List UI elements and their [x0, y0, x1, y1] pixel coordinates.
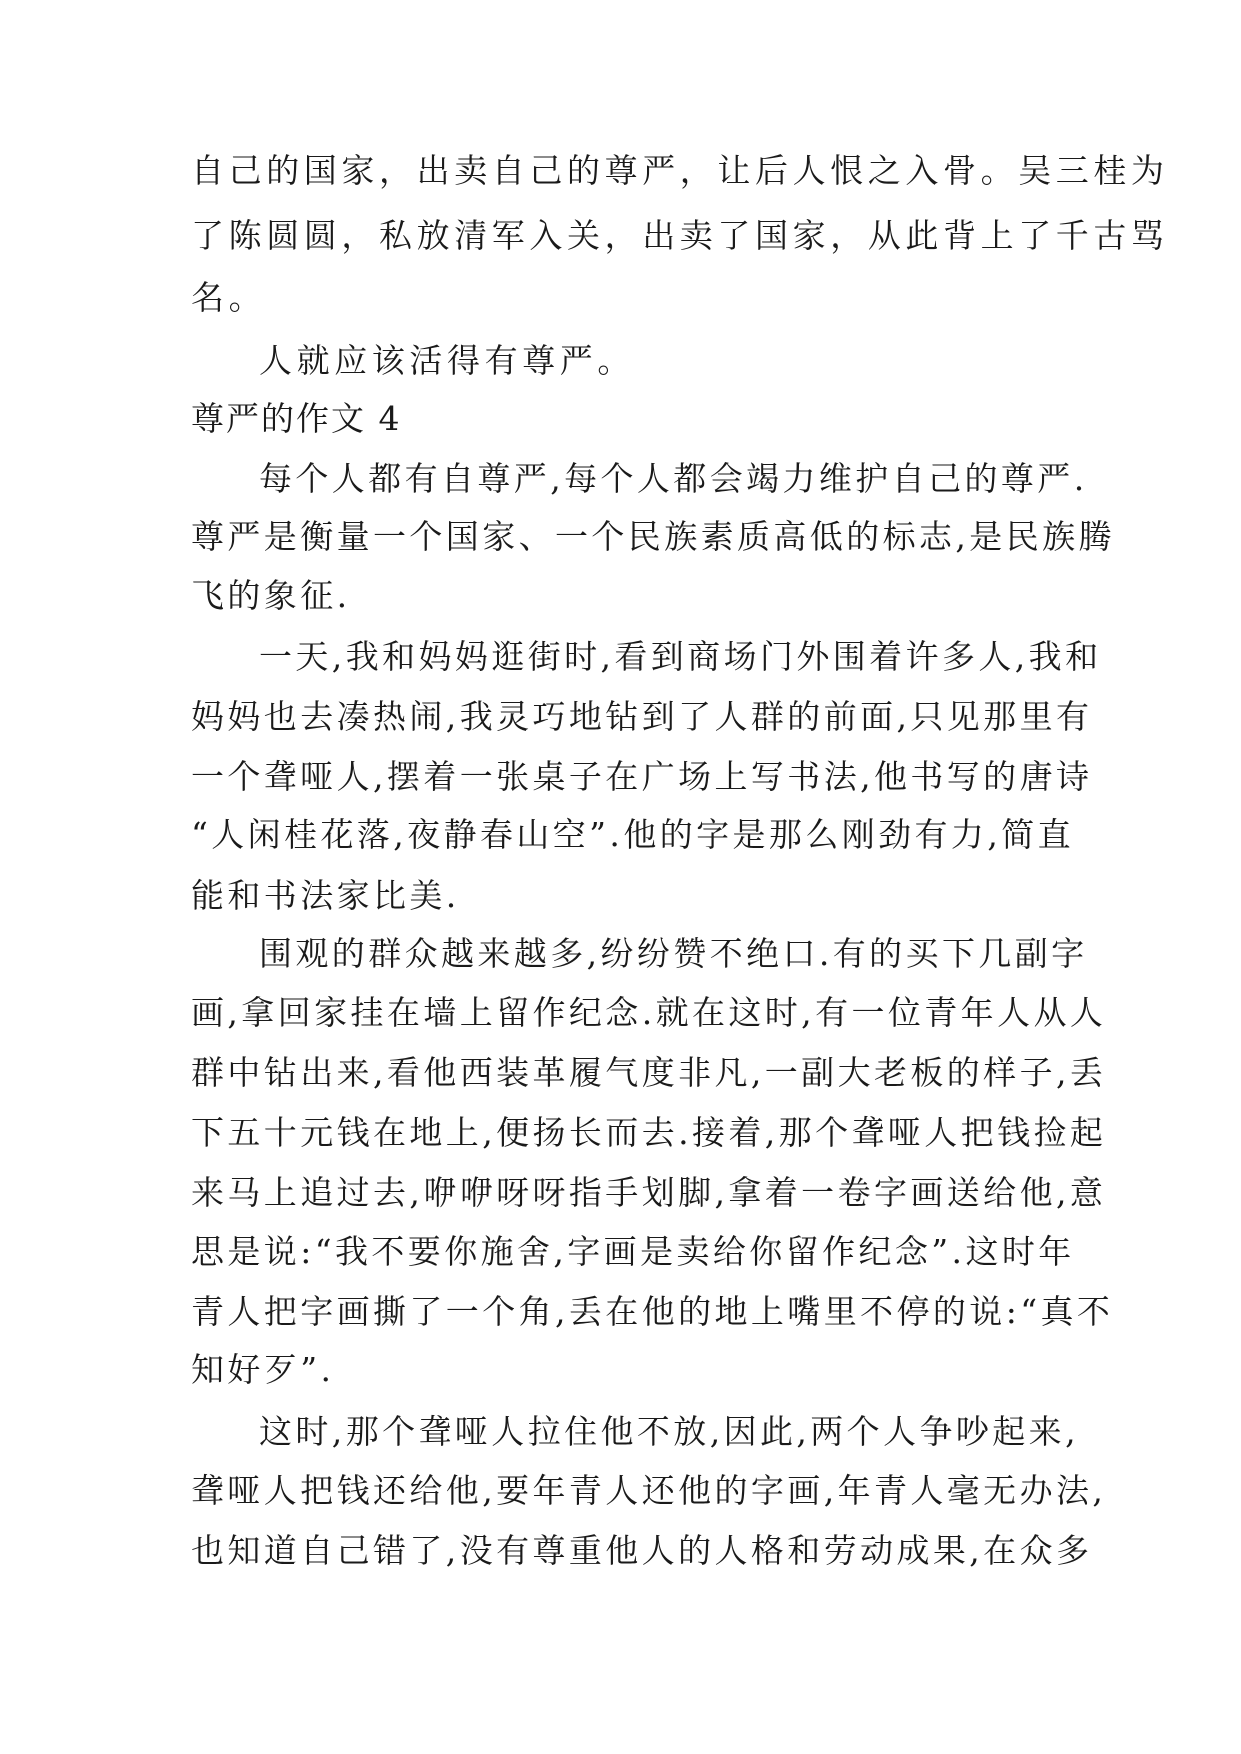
body-text-line: 群中钻出来,看他西装革履气度非凡,一副大老板的样子,丢 [191, 1053, 1107, 1092]
body-text-line: 能和书法家比美. [191, 876, 460, 915]
body-text-line: 妈妈也去凑热闹,我灵巧地钻到了人群的前面,只见那里有 [191, 697, 1093, 736]
body-text-line: 画,拿回家挂在墙上留作纪念.就在这时,有一位青年人从人 [191, 993, 1107, 1032]
body-text-line: 思是说:“我不要你施舍,字画是卖给你留作纪念”.这时年 [191, 1232, 1075, 1271]
body-text-line: 了陈圆圆，私放清军入关，出卖了国家，从此背上了千古骂 [191, 216, 1169, 255]
body-text-line: 自己的国家，出卖自己的尊严，让后人恨之入骨。吴三桂为 [191, 151, 1169, 190]
body-text-line: 知好歹”. [191, 1350, 335, 1389]
body-text-line: 名。 [191, 278, 267, 317]
paragraph-text-line: 一天,我和妈妈逛街时,看到商场门外围着许多人,我和 [259, 637, 1102, 676]
body-text-line: 下五十元钱在地上,便扬长而去.接着,那个聋哑人把钱捡起 [191, 1113, 1107, 1152]
paragraph-text-line: 围观的群众越来越多,纷纷赞不绝口.有的买下几副字 [259, 934, 1088, 973]
body-text-line: 飞的象征. [191, 576, 351, 615]
body-text-line: “人闲桂花落,夜静春山空”.他的字是那么刚劲有力,简直 [191, 815, 1075, 854]
body-text-line: 也知道自己错了,没有尊重他人的人格和劳动成果,在众多 [191, 1531, 1093, 1570]
body-text-line: 聋哑人把钱还给他,要年青人还他的字画,年青人毫无办法, [191, 1471, 1107, 1510]
body-text-line: 尊严是衡量一个国家、一个民族素质高低的标志,是民族腾 [191, 517, 1115, 556]
body-text-line: 青人把字画撕了一个角,丢在他的地上嘴里不停的说:“真不 [191, 1292, 1114, 1331]
body-text-line: 一个聋哑人,摆着一张桌子在广场上写书法,他书写的唐诗 [191, 757, 1093, 796]
paragraph-text-line: 每个人都有自尊严,每个人都会竭力维护自己的尊严. [259, 459, 1088, 498]
paragraph-text-line: 这时,那个聋哑人拉住他不放,因此,两个人争吵起来, [259, 1412, 1079, 1451]
paragraph-text-line: 人就应该活得有尊严。 [259, 341, 635, 380]
body-text-line: 来马上追过去,咿咿呀呀指手划脚,拿着一卷字画送给他,意 [191, 1173, 1107, 1212]
section-heading: 尊严的作文 4 [191, 399, 402, 438]
